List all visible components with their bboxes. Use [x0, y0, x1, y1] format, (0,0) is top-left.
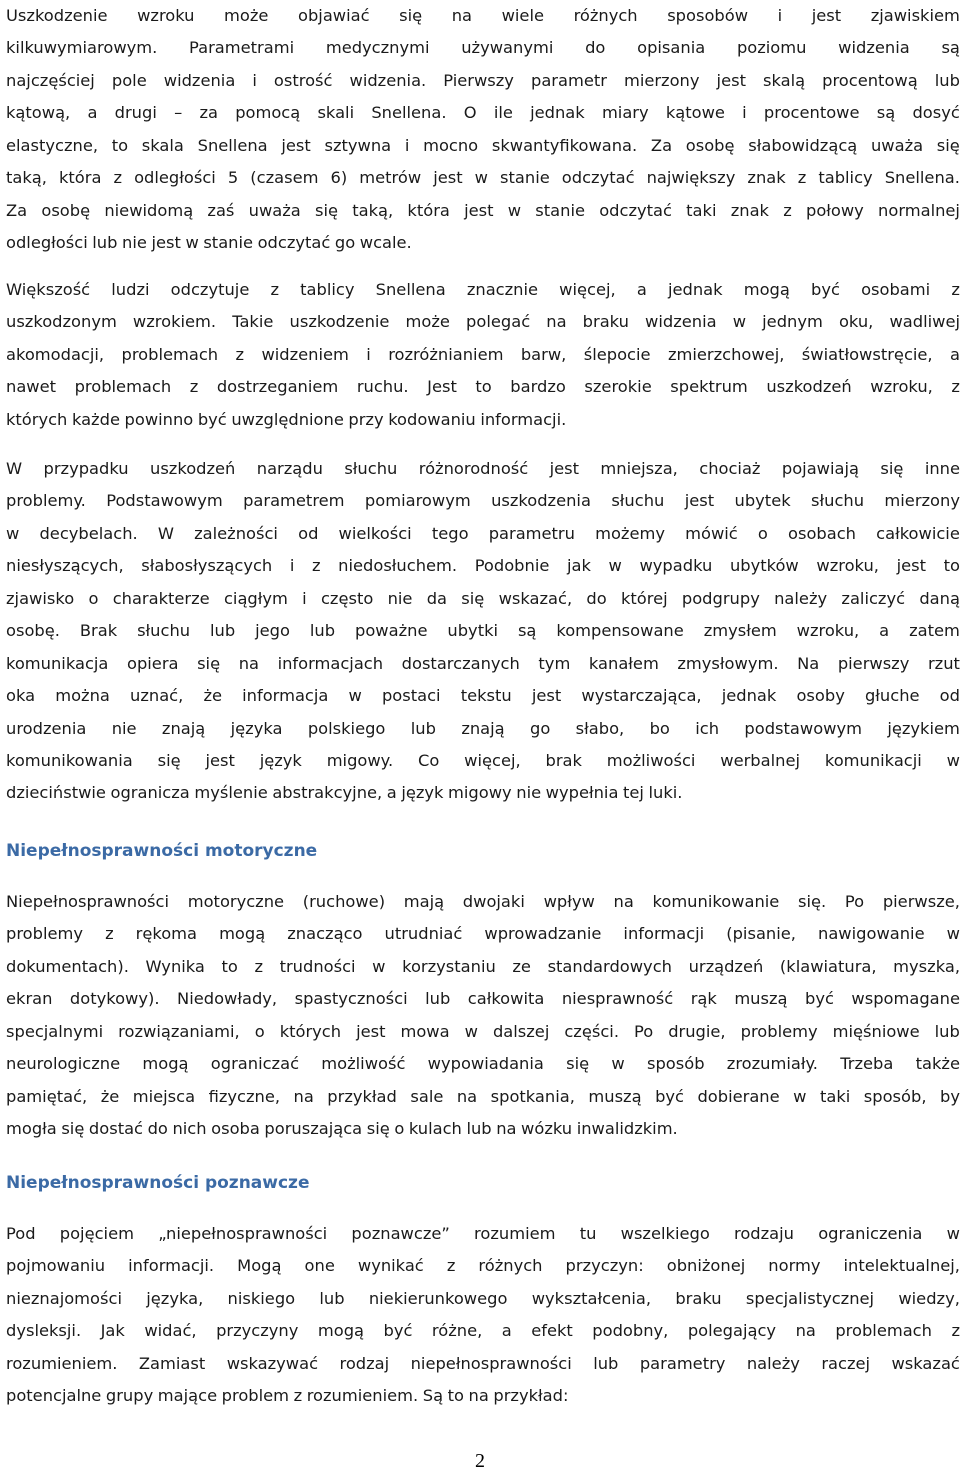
- paragraph: [6, 274, 960, 436]
- page-number: 2: [475, 1450, 485, 1472]
- text-line: oka można uznać, że informacja w postaci tekstu jest wystarczająca, jednak osoby głuche od: [6, 686, 960, 706]
- text-line: dysleksji. Jak widać, przyczyny mogą być różne, a efekt podobny, polegający na problemach z: [6, 1321, 960, 1341]
- text-line: zjawisko o charakterze ciągłym i często nie da się wskazać, do której podgrupy należy zaliczyć daną: [6, 588, 960, 608]
- text-line: elastyczne, to skala Snellena jest sztywna i mocno skwantyfikowana. Za osobę słabowidzącą uważa się: [6, 135, 960, 155]
- text-line: których każde powinno być uwzględnione przy kodowaniu informacji.: [6, 409, 567, 429]
- text-line: kilkuwymiarowym. Parametrami medycznymi używanymi do opisania poziomu widzenia są: [6, 38, 960, 58]
- text-line: pojmowaniu informacji. Mogą one wynikać z różnych przyczyn: obniżonej normy intelektualnej,: [6, 1256, 960, 1276]
- paragraph: [6, 0, 960, 260]
- text-line: potencjalne grupy mające problem z rozumieniem. Są to na przykład:: [6, 1386, 569, 1406]
- text-line: pamiętać, że miejsca fizyczne, na przykład sale na spotkania, muszą być dobierane w taki sposób, by: [6, 1086, 960, 1106]
- text-line: rozumieniem. Zamiast wskazywać rodzaj niepełnosprawności lub parametry należy raczej wskazać: [6, 1353, 960, 1373]
- text-line: neurologiczne mogą ograniczać możliwość wypowiadania się w sposób zrozumiały. Trzeba także: [6, 1054, 960, 1074]
- text-line: Pod pojęciem „niepełnosprawności poznawcze” rozumiem tu wszelkiego rodzaju ograniczenia w: [6, 1224, 960, 1243]
- text-line: ekran dotykowy). Niedowłady, spastyczności lub całkowita niesprawność rąk muszą być wspomagane: [6, 989, 960, 1009]
- text-line: Za osobę niewidomą zaś uważa się taką, która jest w stanie odczytać taki znak z połowy normalnej: [6, 200, 960, 220]
- text-line: specjalnymi rozwiązaniami, o których jest mowa w dalszej części. Po drugie, problemy mięśniowe lub: [6, 1021, 960, 1041]
- text-line: dzieciństwie ogranicza myślenie abstrakcyjne, a język migowy nie wypełnia tej luki.: [6, 783, 683, 803]
- text-line: Uszkodzenie wzroku może objawiać się na wiele różnych sposobów i jest zjawiskiem: [6, 6, 960, 25]
- section-heading-cognitive: Niepełnosprawności poznawcze: [6, 1173, 310, 1193]
- paragraph: [6, 1218, 960, 1413]
- text-line: w decybelach. W zależności od wielkości tego parametru możemy mówić o osobach całkowicie: [6, 523, 960, 543]
- text-line: dokumentach). Wynika to z trudności w korzystaniu ze standardowych urządzeń (klawiatura, myszka,: [6, 956, 960, 976]
- text-line: komunikowania się jest język migowy. Co więcej, brak możliwości werbalnej komunikacji w: [6, 750, 960, 770]
- text-line: odległości lub nie jest w stanie odczytać go wcale.: [6, 233, 412, 253]
- text-line: akomodacji, problemach z widzeniem i rozróżnianiem barw, ślepocie zmierzchowej, światłowstręcie, a: [6, 344, 960, 364]
- text-line: niesłyszących, słabosłyszących i z niedosłuchem. Podobnie jak w wypadku ubytków wzroku, jest to: [6, 556, 960, 576]
- text-line: komunikacja opiera się na informacjach dostarczanych tym kanałem zmysłowym. Na pierwszy rzut: [6, 653, 960, 673]
- text-line: osobę. Brak słuchu lub jego lub poważne ubytki są kompensowane zmysłem wzroku, a zatem: [6, 621, 960, 641]
- text-line: uszkodzonym wzrokiem. Takie uszkodzenie może polegać na braku widzenia w jednym oku, wadliwej: [6, 312, 960, 332]
- text-line: nieznajomości języka, niskiego lub niekierunkowego wykształcenia, braku specjalistycznej wiedzy,: [6, 1288, 960, 1308]
- text-line: mogła się dostać do nich osoba poruszająca się o kulach lub na wózku inwalidzkim.: [6, 1119, 678, 1139]
- text-line: urodzenia nie znają języka polskiego lub znają go słabo, bo ich podstawowym językiem: [6, 718, 960, 738]
- paragraph: [6, 453, 960, 810]
- paragraph: [6, 886, 960, 1146]
- text-line: problemy. Podstawowym parametrem pomiarowym uszkodzenia słuchu jest ubytek słuchu mierzony: [6, 491, 960, 511]
- section-heading-motor: Niepełnosprawności motoryczne: [6, 841, 318, 861]
- text-line: najczęściej pole widzenia i ostrość widzenia. Pierwszy parametr mierzony jest skalą procentową lub: [6, 70, 960, 90]
- text-line: problemy z rękoma mogą znacząco utrudniać wprowadzanie informacji (pisanie, nawigowanie w: [6, 924, 960, 944]
- text-line: kątową, a drugi – za pomocą skali Snellena. O ile jednak miary kątowe i procentowe są dosyć: [6, 103, 960, 123]
- text-line: W przypadku uszkodzeń narządu słuchu różnorodność jest mniejsza, chociaż pojawiają się inne: [6, 459, 960, 478]
- text-line: Większość ludzi odczytuje z tablicy Snellena znacznie więcej, a jednak mogą być osobami z: [6, 280, 960, 299]
- text-line: taką, która z odległości 5 (czasem 6) metrów jest w stanie odczytać największy znak z tablicy Snellena.: [6, 168, 960, 188]
- text-line: Niepełnosprawności motoryczne (ruchowe) mają dwojaki wpływ na komunikowanie się. Po pierwsze,: [6, 892, 960, 911]
- text-line: nawet problemach z dostrzeganiem ruchu. Jest to bardzo szerokie spektrum uszkodzeń wzroku, z: [6, 377, 960, 397]
